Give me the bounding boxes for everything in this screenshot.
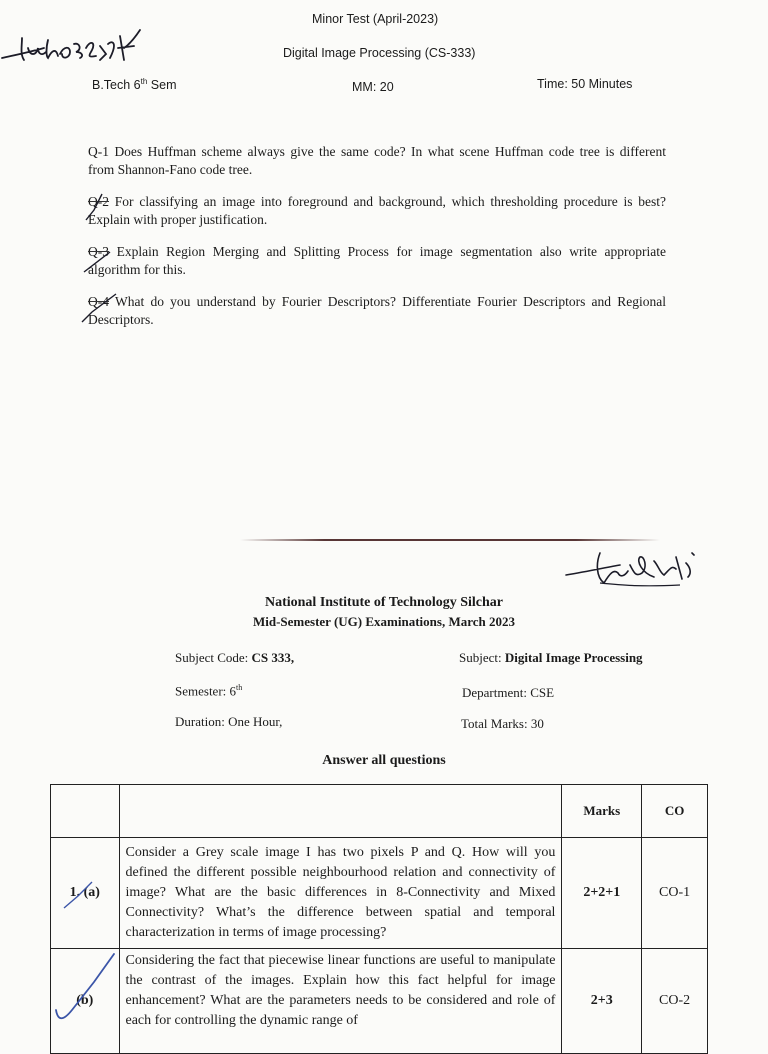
top-paper-time: Time: 50 Minutes [537,77,633,91]
question-q4: Q-4 What do you understand by Fourier Descriptors? Differentiate Fourier Descriptors and Regional Descriptors. [88,294,666,327]
institute-name: National Institute of Technology Silchar [264,595,504,610]
top-paper-max-marks: MM: 20 [352,80,394,94]
signature-scribble [560,543,700,591]
question-table [50,784,708,1054]
header-cell-marks: Marks [562,785,642,838]
question-q3: Q-3 Explain Region Merging and Splitting Process for image segmentation also write appropriate algorithm for this. [88,244,666,277]
question-q1: Q-1 Does Huffman scheme always give the same code? In what scene Huffman code tree is different from Shannon-Fano code tree. [88,144,666,177]
row-co: CO-2 [642,949,708,1054]
instruction: Answer all questions [322,753,446,768]
header-cell-co: CO [642,785,708,838]
subject-code: Subject Code: CS 333, [175,650,295,665]
question-number: Q-4 [88,294,109,309]
row-question-number: (b) [51,949,120,1054]
duration: Duration: One Hour, [175,714,283,729]
handwritten-note-scribble [0,22,150,72]
table-row [51,949,708,1054]
question-number: Q-1 [88,144,109,159]
total-marks: Total Marks: 30 [461,716,544,731]
header-cell-num [51,785,120,838]
question-q2: Q-2 For classifying an image into foreground and background, which thresholding procedure is best? Explain with proper justification. [88,194,667,227]
question-number: Q-3 [88,244,109,259]
exam-name: Mid-Semester (UG) Examinations, March 2023 [252,614,516,629]
row-marks: 2+3 [562,949,642,1054]
row-question-text: Considering the fact that piecewise linear functions are useful to manipulate the contrast of the images. Explain how this fact helpful for image enhancement? What are the parameters needs to be considered and role of each for controlling the dynamic range of [119,949,562,1054]
semester: Semester: 6th [175,683,243,699]
top-paper-semester: B.Tech 6th Sem [92,77,177,93]
department: Department: CSE [462,685,555,700]
question-number: Q-2 [88,194,109,209]
row-question-number: 1. (a) [51,838,120,949]
top-paper-title: Minor Test (April-2023) [312,12,439,26]
header-cell-text [119,785,562,838]
table-row [51,838,708,949]
top-paper-subject: Digital Image Processing (CS-333) [283,46,476,60]
row-question-text: Consider a Grey scale image I has two pixels P and Q. How will you defined the different possible neighbourhood relation and connectivity of image? What are the basic differences in 8-Connectivity and Mixed Connectivity? What’s the difference between spatial and temporal characterization in terms of image processing? [119,838,562,949]
paper-divider [240,539,660,541]
row-co: CO-1 [642,838,708,949]
table-header-row [51,785,708,838]
row-marks: 2+2+1 [562,838,642,949]
subject-name: Subject: Digital Image Processing [459,650,643,665]
